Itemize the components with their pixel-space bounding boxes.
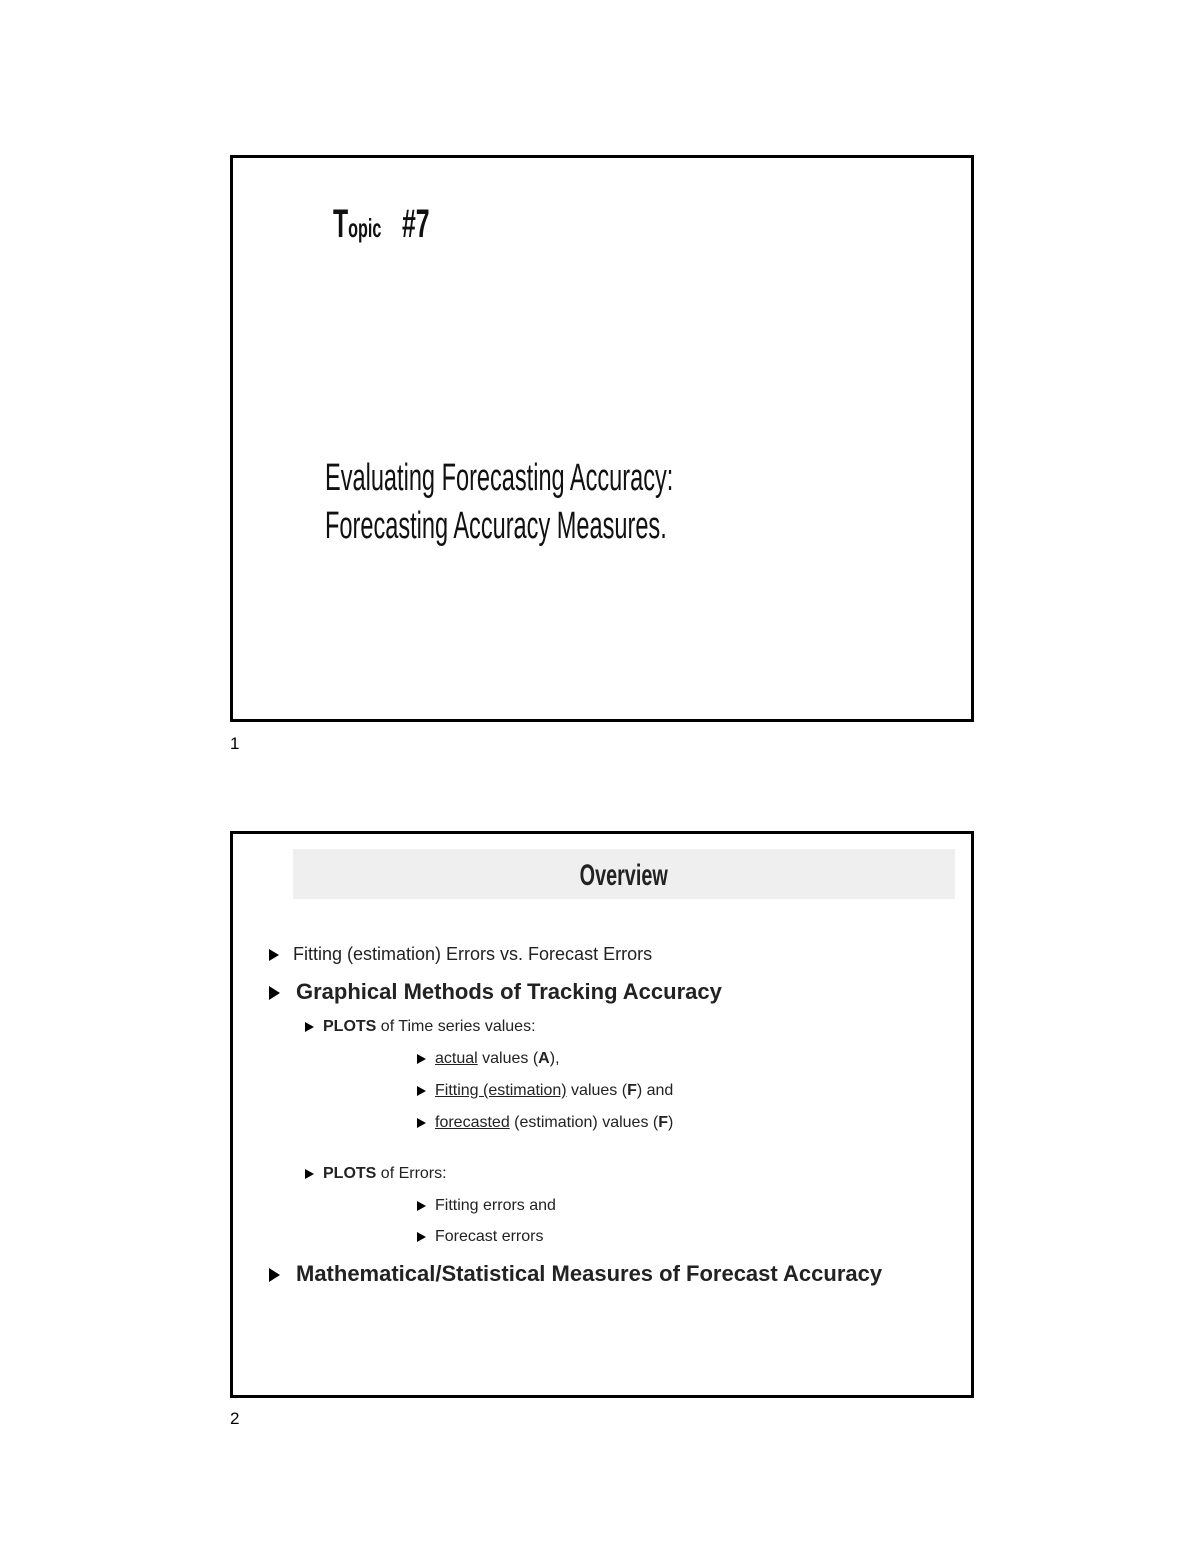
- bullet-arrow-icon: [269, 1268, 280, 1282]
- subtitle-line-1: Evaluating Forecasting Accuracy:: [325, 457, 674, 499]
- plots-label: PLOTS: [323, 1165, 377, 1182]
- bullet-text: values (: [566, 1082, 628, 1099]
- bullet-mathematical-measures: [269, 1261, 882, 1287]
- bullet-graphical-methods: [269, 979, 722, 1005]
- plots-label: PLOTS: [323, 1018, 377, 1035]
- sub-sub-bullet-fitting: [417, 1082, 673, 1100]
- bullet-arrow-icon: [417, 1201, 426, 1211]
- page-number-2: 2: [230, 1409, 240, 1428]
- title-bar: [293, 849, 955, 899]
- page-number-1: 1: [230, 734, 240, 753]
- slide-2: [230, 831, 974, 1398]
- slide-title: Overview: [579, 859, 669, 892]
- bullet-text: Fitting (estimation) Errors vs. Forecast Errors: [293, 944, 653, 964]
- bullet-text: Graphical Methods of Tracking Accuracy: [296, 979, 722, 1004]
- topic-word: opic: [348, 213, 382, 243]
- underlined-term: forecasted: [435, 1114, 510, 1131]
- slide-subtitle: [325, 454, 673, 550]
- sub-sub-bullet-forecast-errors: [417, 1228, 543, 1246]
- bullet-text: (estimation) values (: [509, 1114, 659, 1131]
- sub-bullet-plots-time-series: [305, 1018, 536, 1036]
- bullet-fitting-vs-forecast: [269, 944, 652, 965]
- bullet-arrow-icon: [417, 1118, 426, 1128]
- bullet-text: Forecast errors: [435, 1228, 544, 1245]
- underlined-term: actual: [435, 1050, 478, 1067]
- bullet-text: of Errors:: [376, 1165, 447, 1182]
- bullet-text: values (: [477, 1050, 539, 1067]
- bullet-arrow-icon: [417, 1086, 426, 1096]
- bullet-text: ) and: [636, 1082, 674, 1099]
- symbol-letter: F: [658, 1114, 668, 1131]
- topic-letter: T: [333, 202, 349, 246]
- bullet-arrow-icon: [417, 1054, 426, 1064]
- symbol-letter: F: [627, 1082, 637, 1099]
- symbol-letter: A: [538, 1050, 550, 1067]
- bullet-arrow-icon: [269, 949, 279, 961]
- bullet-arrow-icon: [417, 1232, 426, 1242]
- bullet-text: ),: [549, 1050, 560, 1067]
- slide-1: [230, 155, 974, 722]
- sub-bullet-plots-errors: [305, 1165, 447, 1183]
- sub-sub-bullet-fitting-errors: [417, 1197, 556, 1215]
- bullet-arrow-icon: [305, 1022, 314, 1032]
- bullet-text: of Time series values:: [376, 1018, 536, 1035]
- bullet-arrow-icon: [305, 1169, 314, 1179]
- bullet-text: Mathematical/Statistical Measures of Forecast Accuracy: [296, 1261, 883, 1286]
- topic-heading: [333, 202, 430, 247]
- bullet-text: ): [668, 1114, 674, 1131]
- sub-sub-bullet-actual: [417, 1050, 560, 1068]
- sub-sub-bullet-forecasted: [417, 1114, 673, 1132]
- underlined-term: Fitting (estimation): [435, 1082, 567, 1099]
- subtitle-line-2: Forecasting Accuracy Measures.: [325, 505, 667, 547]
- bullet-text: Fitting errors and: [435, 1197, 556, 1214]
- bullet-arrow-icon: [269, 986, 280, 1000]
- topic-number: #7: [401, 202, 430, 246]
